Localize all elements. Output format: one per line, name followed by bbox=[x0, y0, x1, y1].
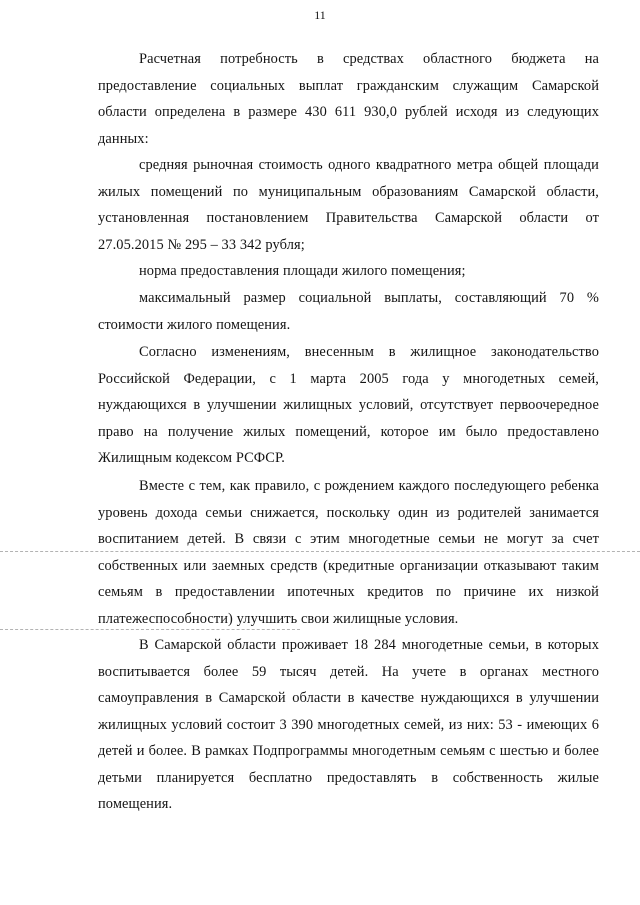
paragraph-income-decrease: Вместе с тем, как правило, с рождением каждого последующего ребенка уровень дохода семьи снижается, поскольку один из родителей занимается воспитанием детей. В связи с этим многодетные семьи не могут за счет собственных или заемных средств (кредитные организации отказывают таким семьям в предоставлении ипотечных кредитов по причине их низкой платежеспособности) улучшить свои жилищные условия. bbox=[98, 478, 599, 627]
paragraph-budget-need: Расчетная потребность в средствах областного бюджета на предоставление социальных выплат гражданским служащим Самарской области определена в размере 430 611 930,0 рублей исходя из следующих данных: bbox=[98, 51, 599, 147]
page-number: 11 bbox=[314, 8, 326, 22]
paragraph-housing-norm: норма предоставления площади жилого помещения; bbox=[139, 263, 466, 279]
paragraph-max-payment: максимальный размер социальной выплаты, составляющий 70 % стоимости жилого помещения. bbox=[98, 290, 599, 333]
scan-artifact-line bbox=[0, 551, 640, 552]
paragraph-avg-market-cost: средняя рыночная стоимость одного квадратного метра общей площади жилых помещений по муниципальным образованиям Самарской области, установленная постановлением Правительства Самарской области от 27.05.2015 № 295 – 33 342 рубля; bbox=[98, 157, 599, 253]
paragraph-samara-statistics: В Самарской области проживает 18 284 многодетные семьи, в которых воспитывается более 59 тысяч детей. На учете в органах местного самоуправления в Самарской области в качестве нуждающихся в улучшении жилищных условий состоит 3 390 многодетных семей, из них: 53 - имеющих 6 детей и более. В рамках Подпрограммы многодетным семьям с шестью и более детьми планируется бесплатно предоставлять в собственность жилые помещения. bbox=[98, 637, 599, 812]
paragraph-legislation-changes: Согласно изменениям, внесенным в жилищное законодательство Российской Федерации, с 1 марта 2005 года у многодетных семей, нуждающихся в улучшении жилищных условий, отсутствует первоочередное право на получение жилых помещений, которое им было предоставлено Жилищным кодексом РСФСР. bbox=[98, 344, 599, 466]
scan-artifact-line bbox=[0, 629, 300, 630]
